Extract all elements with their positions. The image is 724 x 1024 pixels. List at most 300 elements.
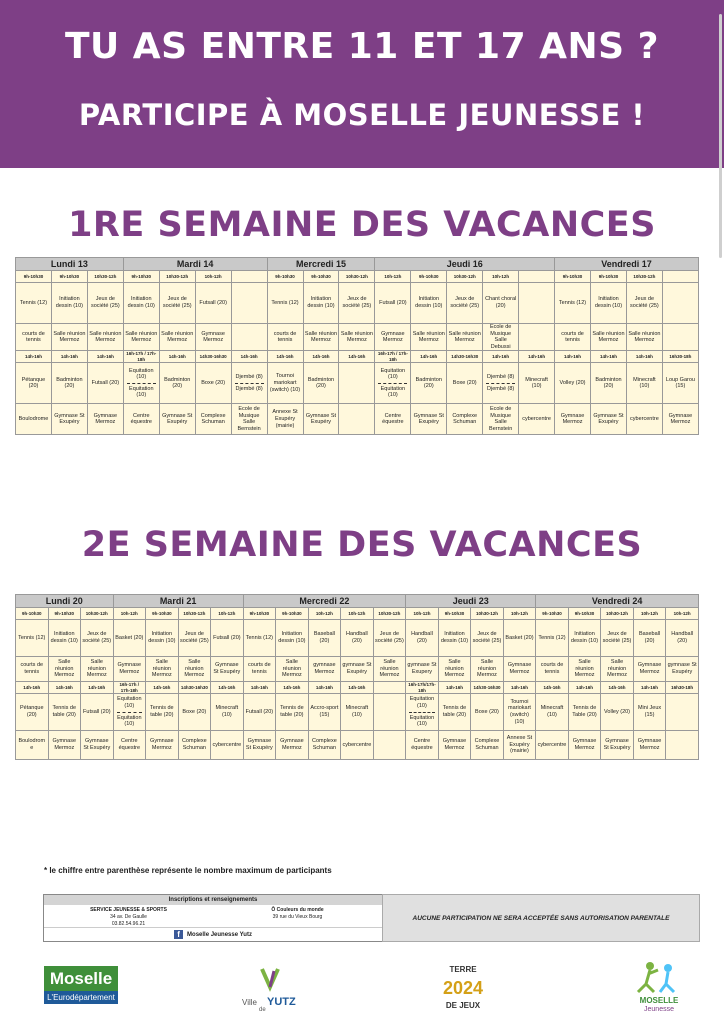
location-cell: Salle réunion Mermoz [123,324,159,351]
activity-cell: Jeux de société (25) [159,283,195,324]
time-cell: 10h30-12h [339,271,375,283]
location-cell: Salle réunion Mermoz [438,657,471,682]
time-cell: 10h30-12h [159,271,195,283]
location-cell [662,324,698,351]
mj-figure2 [660,972,674,992]
facebook-link[interactable] [44,927,382,941]
location-cell: Complexe Schuman [447,404,483,435]
time-cell: 14h-16h [243,682,276,694]
schedule-row [16,351,699,363]
couleurs-address: 39 rue du Vieux Bourg [272,914,323,920]
time-cell [373,682,406,694]
activity-cell: Minecraft (10) [341,694,374,731]
time-cell: 9h-10h30 [411,271,447,283]
time-cell: 9h-10h30 [16,608,49,620]
location-cell: cybercentre [626,404,662,435]
week2-title: 2E SEMAINE DES VACANCES [81,525,643,565]
time-cell: 10h-12h [666,608,699,620]
location-cell: Gymnase Mermoz [503,657,536,682]
time-cell: 9h-10h30 [267,271,303,283]
location-cell [519,324,555,351]
activity-cell: Equitation (10) Equitation (10) [375,363,411,404]
activity-cell: Equitation (10) Equitation (10) [113,694,146,731]
parental-authorization-notice: AUCUNE PARTICIPATION NE SERA ACCEPTÉE SANS AUTORISATION PARENTALE [382,894,700,942]
activity-cell: Jeux de société (25) [447,283,483,324]
activity-cell: Initiation dessin (10) [146,620,179,657]
location-cell: Gymnase Mermoz [375,324,411,351]
day-header: Vendredi 24 [536,595,699,608]
activity-cell: Initiation dessin (10) [48,620,81,657]
day-header: Jeudi 23 [406,595,536,608]
activity-cell: Jeux de société (25) [87,283,123,324]
activity-cell: Djembé (8) Djembé (8) [231,363,267,404]
location-cell: gymnase St Exupery [406,657,439,682]
service-contact [44,905,213,927]
activity-cell: Futsall (20) [243,694,276,731]
schedule-row [16,694,699,731]
activity-cell: Tournoi mariokart (switch) (10) [503,694,536,731]
yutz-de: de [259,1007,266,1013]
schedule-row [16,363,699,404]
location-cell: Gymnase St Exupéry [81,731,114,760]
time-cell: 14h-16h [211,682,244,694]
location-cell: Gymnase St Exupéry [159,404,195,435]
location-cell: Ecole de Musique Salle Debussi [483,324,519,351]
schedule-row [16,731,699,760]
activity-cell: Pétanque (20) [16,363,52,404]
location-cell: Centre équestre [375,404,411,435]
time-cell: 14h-16h [339,351,375,363]
time-cell: 9h-10h30 [303,271,339,283]
time-cell: 9h-10h30 [555,271,591,283]
time-cell: 9h-10h30 [16,271,52,283]
activity-cell: Minecraft (10) [626,363,662,404]
activity-cell: Boxe (20) [195,363,231,404]
location-cell: cybercentre [211,731,244,760]
schedule-row [16,404,699,435]
activity-cell: Badminton (20) [51,363,87,404]
location-cell: Boulodrome [16,731,49,760]
location-cell: Centre équestre [123,404,159,435]
location-cell: cybercentre [536,731,569,760]
day-header: Mercredi 22 [243,595,406,608]
moselle-logo [44,966,118,1004]
activity-cell: Handball (20) [341,620,374,657]
location-cell: Salle réunion Mermoz [591,324,627,351]
activity-cell [662,283,698,324]
activity-cell: Badminton (20) [591,363,627,404]
time-cell [231,271,267,283]
time-cell: 9h-10h30 [276,608,309,620]
time-cell: 14h-16h [519,351,555,363]
location-cell: Salle réunion Mermoz [276,657,309,682]
activity-cell: Handball (20) [666,620,699,657]
time-cell: 14h-16h [303,351,339,363]
location-cell: Centre équestre [113,731,146,760]
location-cell: Salle réunion Mermoz [159,324,195,351]
location-cell: Salle réunion Mermoz [601,657,634,682]
time-cell: 9h-10h30 [536,608,569,620]
time-cell: 16h-17h/17h-18h [406,682,439,694]
location-cell: courts de tennis [555,324,591,351]
activity-cell: Jeux de société (25) [81,620,114,657]
location-cell: Annexe St Exupéry (mairie) [503,731,536,760]
time-cell: 16h-17h / 17h-18h [113,682,146,694]
activity-cell: Tennis (12) [16,620,49,657]
time-cell: 9h-10h30 [438,608,471,620]
mj-figure [638,970,658,992]
activity-cell: Initiation dessin (10) [411,283,447,324]
yutz-logo-mark-accent [270,971,274,987]
time-cell: 9h-10h30 [568,608,601,620]
schedule-row [16,682,699,694]
location-cell: Boulodrome [16,404,52,435]
time-cell: 14h-16h [503,682,536,694]
activity-cell: Tournoi mariokart (switch) (10) [267,363,303,404]
yutz-logo [240,965,300,1013]
terre-de-jeux-logo [436,962,490,1014]
activity-cell: Equitation (10) Equitation (10) [123,363,159,404]
time-cell: 14h30-16h30 [471,682,504,694]
activity-cell [519,283,555,324]
activity-cell: Jeux de société (25) [471,620,504,657]
activity-cell: Accro-sport (15) [308,694,341,731]
facebook-icon: f [174,930,183,939]
location-cell: gymnase St Exupéry [666,657,699,682]
location-cell [231,324,267,351]
time-cell: 16h30-18h [662,351,698,363]
time-cell: 10h-12h [211,608,244,620]
location-cell: Gymnase St Exupéry [243,731,276,760]
activity-cell: Handball (20) [406,620,439,657]
time-cell: 9h-10h30 [123,271,159,283]
location-cell: Salle réunion Mermoz [48,657,81,682]
header-title: TU AS ENTRE 11 ET 17 ANS ? [64,26,660,67]
location-cell: Salle réunion Mermoz [447,324,483,351]
location-cell: Gymnase St Exupéry [211,657,244,682]
time-cell: 10h30-12h [471,608,504,620]
week1-title: 1RE SEMAINE DES VACANCES [68,205,656,245]
location-cell: Salle réunion Mermoz [146,657,179,682]
day-header: Jeudi 16 [375,258,555,271]
location-cell: Gymnase Mermoz [276,731,309,760]
location-cell: Salle réunion Mermoz [568,657,601,682]
time-cell: 14h-16h [555,351,591,363]
activity-cell: Tennis (12) [267,283,303,324]
couleurs-contact [213,905,382,927]
location-cell: Salle réunion Mermoz [87,324,123,351]
header-banner [0,0,724,168]
time-cell: 9h-10h30 [146,608,179,620]
location-cell: Gymnase Mermoz [438,731,471,760]
activity-cell [373,694,406,731]
yutz-ville: Ville [242,998,257,1007]
time-cell: 14h-16h [276,682,309,694]
schedule-row [16,283,699,324]
time-cell: 14h-16h [341,682,374,694]
location-cell: Annexe St Exupéry (mairie) [267,404,303,435]
day-header: Lundi 20 [16,595,114,608]
location-cell: Complexe Schuman [195,404,231,435]
time-cell: 10h30-12h [178,608,211,620]
time-cell: 14h-16h [146,682,179,694]
activity-cell [339,363,375,404]
activity-cell: Badminton (20) [411,363,447,404]
location-cell: Salle réunion Mermoz [471,657,504,682]
activity-cell: Boxe (20) [447,363,483,404]
location-cell: Centre équestre [406,731,439,760]
time-cell: 10h-12h [375,271,411,283]
schedule-row [16,271,699,283]
activity-cell: Initiation dessin (10) [303,283,339,324]
time-cell: 14h-16h [483,351,519,363]
time-cell: 14h-16h [87,351,123,363]
time-cell: 10h-12h [308,608,341,620]
time-cell: 10h30-12h [447,271,483,283]
location-cell: courts de tennis [536,657,569,682]
time-cell: 16h-17h / 17h-18h [123,351,159,363]
time-cell: 10h30-12h [81,608,114,620]
activity-cell: Futsall (20) [87,363,123,404]
time-cell: 14h-16h [536,682,569,694]
activity-cell: Equitation (10) Equitation (10) [406,694,439,731]
location-cell [339,404,375,435]
location-cell: Salle réunion Mermoz [178,657,211,682]
activity-cell: Volley (20) [555,363,591,404]
activity-cell: Tennis de table (20) [276,694,309,731]
schedule-row [16,608,699,620]
location-cell: Complexe Schuman [178,731,211,760]
location-cell: Gymnase Mermoz [633,657,666,682]
time-cell [519,271,555,283]
location-cell: Salle réunion Mermoz [81,657,114,682]
registration-info [43,894,383,942]
activity-cell: Tennis de Table (20) [568,694,601,731]
location-cell: Salle réunion Mermoz [373,657,406,682]
activity-cell: Boxe (20) [178,694,211,731]
time-cell: 10h-12h [341,608,374,620]
activity-cell: Badminton (20) [159,363,195,404]
de-jeux-text: DE JEUX [445,1001,481,1010]
activity-cell: Jeux de société (25) [626,283,662,324]
location-cell: gymnase St Exupéry [341,657,374,682]
mj-moselle: MOSELLE [639,996,679,1005]
schedule-row [16,595,699,608]
time-cell: 14h-16h [601,682,634,694]
activity-cell: Chant choral (20) [483,283,519,324]
location-cell [666,731,699,760]
activity-cell: Minecraft (10) [536,694,569,731]
day-header: Mardi 21 [113,595,243,608]
location-cell: Complexe Schuman [471,731,504,760]
info-title: Inscriptions et renseignements [44,895,382,905]
time-cell: 14h-16h [411,351,447,363]
activity-cell: Djembé (8) Djembé (8) [483,363,519,404]
time-cell: 14h-16h [438,682,471,694]
location-cell: Gymnase St Exupéry [51,404,87,435]
time-cell: 14h-16h [48,682,81,694]
location-cell: Gymnase St Exupéry [591,404,627,435]
time-cell: 14h-16h [591,351,627,363]
activity-cell: Pétanque (20) [16,694,49,731]
activity-cell: Tennis (12) [555,283,591,324]
time-cell: 14h-16h [633,682,666,694]
time-cell: 10h30-12h [626,271,662,283]
time-cell: 14h-16h [308,682,341,694]
time-cell: 14h30-16h30 [447,351,483,363]
time-cell: 9h-10h30 [243,608,276,620]
service-phone: 03.82.54.96.21 [111,921,146,927]
activity-cell: Tennis de table (20) [146,694,179,731]
activity-cell: Initiation dessin (10) [51,283,87,324]
location-cell: Gymnase Mermoz [662,404,698,435]
header-subtitle: PARTICIPE À MOSELLE JEUNESSE ! [78,98,646,132]
location-cell: courts de tennis [16,324,52,351]
time-cell [662,271,698,283]
activity-cell: Jeux de société (25) [339,283,375,324]
time-cell: 10h30-12h [87,271,123,283]
terre-year: 2024 [442,978,484,998]
time-cell: 14h-16h [159,351,195,363]
time-cell: 14h-16h [16,351,52,363]
location-cell: courts de tennis [16,657,49,682]
activity-cell: Futsall (20) [195,283,231,324]
activity-cell: Basket (20) [503,620,536,657]
activity-cell: Tennis (12) [16,283,52,324]
location-cell: Ecole de Musique Salle Bernstein [483,404,519,435]
location-cell: cybercentre [341,731,374,760]
activity-cell: Tennis (12) [536,620,569,657]
location-cell: Salle réunion Mermoz [51,324,87,351]
yutz-name: YUTZ [267,996,296,1008]
time-cell: 10h30-12h [601,608,634,620]
time-cell: 14h-16h [267,351,303,363]
activity-cell: Jeux de société (25) [178,620,211,657]
week1-schedule-table [15,257,699,435]
location-cell: courts de tennis [267,324,303,351]
location-cell [373,731,406,760]
time-cell: 9h-10h30 [51,271,87,283]
time-cell: 14h-16h [81,682,114,694]
time-cell: 10h-12h [113,608,146,620]
time-cell: 9h-10h30 [48,608,81,620]
activity-cell: Minecraft (10) [519,363,555,404]
location-cell: gymnase Mermoz [308,657,341,682]
activity-cell: Tennis de table (20) [48,694,81,731]
activity-cell: Initiation dessin (10) [276,620,309,657]
location-cell: Gymnase Mermoz [146,731,179,760]
location-cell: Gymnase Mermoz [568,731,601,760]
location-cell: Salle réunion Mermoz [303,324,339,351]
activity-cell [231,283,267,324]
couleurs-name: Ô Couleurs du monde [271,907,324,913]
activity-cell: Initiation dessin (10) [123,283,159,324]
activity-cell: Baseball (20) [633,620,666,657]
facebook-label: Moselle Jeunesse Yutz [187,931,252,938]
activity-cell: Futsall (20) [81,694,114,731]
time-cell: 16h30-18h [666,682,699,694]
activity-cell: Volley (20) [601,694,634,731]
location-cell: Complexe Schuman [308,731,341,760]
location-cell: Gymnase St Exupéry [601,731,634,760]
location-cell: cybercentre [519,404,555,435]
week2-schedule-table [15,594,699,760]
location-cell: Gymnase Mermoz [633,731,666,760]
activity-cell: Jeux de société (25) [601,620,634,657]
day-header: Mercredi 15 [267,258,375,271]
activity-cell: Loup Garou (15) [662,363,698,404]
location-cell: Salle réunion Mermoz [411,324,447,351]
participants-legend: * le chiffre entre parenthèse représente le nombre maximum de participants [44,866,332,875]
time-cell: 14h-16h [568,682,601,694]
time-cell: 14h30-16h30 [178,682,211,694]
day-header: Lundi 13 [16,258,124,271]
activity-cell: Initiation dessin (10) [438,620,471,657]
location-cell: Ecole de Musique Salle Bernstein [231,404,267,435]
day-header: Mardi 14 [123,258,267,271]
time-cell: 14h-16h [16,682,49,694]
activity-cell: Baseball (20) [308,620,341,657]
location-cell: Salle réunion Mermoz [626,324,662,351]
time-cell: 14h30-16h30 [195,351,231,363]
time-cell: 14h-16h [51,351,87,363]
activity-cell: Mini Jeux (15) [633,694,666,731]
activity-cell: Futsall (20) [211,620,244,657]
activity-cell [666,694,699,731]
mj-figure-head [646,962,654,970]
schedule-row [16,258,699,271]
time-cell: 14h-16h [231,351,267,363]
moselle-jeunesse-logo [628,956,690,1014]
schedule-row [16,324,699,351]
day-header: Vendredi 17 [555,258,699,271]
location-cell: Gymnase Mermoz [113,657,146,682]
activity-cell: Futsall (20) [375,283,411,324]
activity-cell: Tennis de table (20) [438,694,471,731]
time-cell: 16h-17h / 17h-18h [375,351,411,363]
location-cell: Gymnase Mermoz [195,324,231,351]
activity-cell: Boxe (20) [471,694,504,731]
mj-jeunesse: Jeunesse [644,1006,674,1013]
time-cell: 9h-10h30 [591,271,627,283]
time-cell: 14h-16h [626,351,662,363]
time-cell: 10h-12h [406,608,439,620]
location-cell: courts de tennis [243,657,276,682]
moselle-logo-bottom: L'Eurodépartement [44,991,118,1004]
activity-cell: Basket (20) [113,620,146,657]
service-address: 34 av. De Gaulle [110,914,147,920]
schedule-row [16,657,699,682]
activity-cell: Initiation dessin (10) [591,283,627,324]
activity-cell: Tennis (12) [243,620,276,657]
location-cell: Gymnase Mermoz [48,731,81,760]
activity-cell: Badminton (20) [303,363,339,404]
terre-text: TERRE [449,965,477,974]
time-cell: 10h-12h [483,271,519,283]
activity-cell: Initiation dessin (10) [568,620,601,657]
time-cell: 10h-12h [195,271,231,283]
schedule-row [16,620,699,657]
location-cell: Gymnase St Exupéry [303,404,339,435]
location-cell: Gymnase Mermoz [87,404,123,435]
moselle-logo-top: Moselle [44,966,118,991]
location-cell: Salle réunion Mermoz [339,324,375,351]
time-cell: 10h30-12h [373,608,406,620]
service-name: SERVICE JEUNESSE & SPORTS [90,907,167,913]
activity-cell: Jeux de société (25) [373,620,406,657]
mj-figure2-head [664,964,672,972]
activity-cell: Minecraft (10) [211,694,244,731]
